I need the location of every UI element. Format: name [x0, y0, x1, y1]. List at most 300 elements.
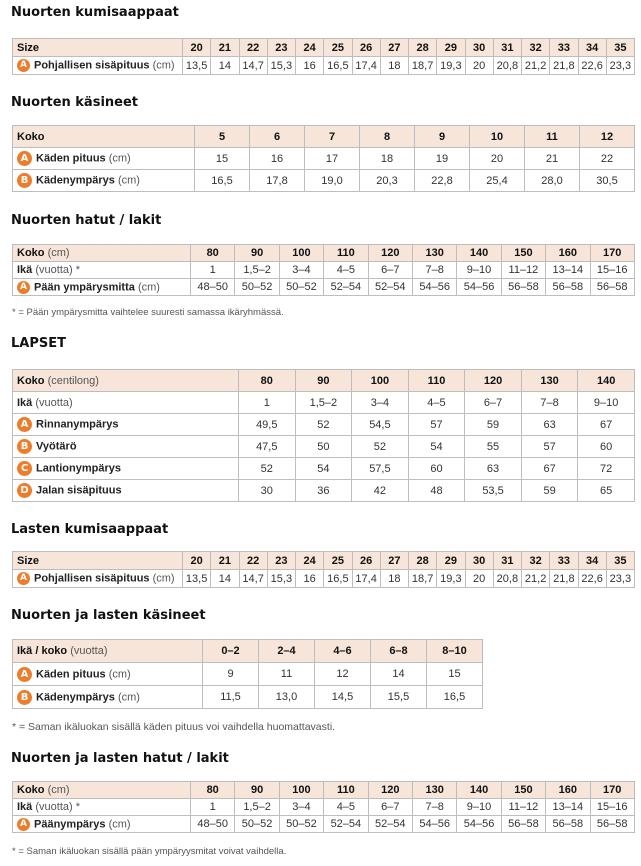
value-cell: 48–50: [191, 816, 235, 833]
measure-row: [13, 436, 635, 458]
header-unit: (centilong): [47, 374, 99, 387]
header-label: Koko: [17, 374, 45, 387]
header-label: Koko: [17, 784, 45, 796]
measure-row: [13, 480, 635, 502]
size-header-cell: 22: [239, 552, 267, 570]
size-header-cell: 8: [360, 126, 415, 148]
measure-label: Kädenympärys: [36, 690, 115, 703]
size-table: [12, 125, 635, 192]
measure-row: [13, 570, 635, 588]
size-header-cell: 24: [296, 552, 324, 570]
measure-row: [13, 686, 483, 709]
value-cell: 56–58: [546, 816, 590, 833]
header-label: Koko: [17, 130, 45, 143]
value-cell: 13,5: [183, 570, 211, 588]
value-cell: 16,5: [324, 570, 352, 588]
size-header-cell: 5: [195, 126, 250, 148]
size-header-cell: 110: [324, 782, 368, 799]
size-header-cell: 170: [590, 245, 634, 262]
age-row: [13, 262, 635, 279]
age-value-cell: 9–10: [578, 392, 635, 414]
size-header-cell: 9: [415, 126, 470, 148]
header-label-cell: [13, 126, 195, 148]
section-title: Lasten kumisaappaat: [11, 522, 169, 537]
size-table: [12, 244, 635, 296]
age-value-cell: 1: [191, 262, 235, 279]
age-value-cell: 6–7: [368, 262, 412, 279]
footnote: * = Saman ikäluokan sisällä käden pituus voi vaihdella huomattavasti.: [12, 721, 336, 733]
value-cell: 17: [305, 148, 360, 170]
section-title: Nuorten ja lasten käsineet: [11, 608, 206, 623]
value-cell: 72: [578, 458, 635, 480]
size-header-cell: 120: [368, 782, 412, 799]
size-header-cell: 100: [352, 370, 409, 392]
value-cell: 16,5: [324, 57, 352, 75]
age-value-cell: 4–5: [408, 392, 465, 414]
size-table: [12, 781, 635, 833]
measure-label-cell: [13, 436, 239, 458]
age-value-cell: 1,5–2: [295, 392, 352, 414]
size-header-cell: 90: [235, 782, 279, 799]
value-cell: 16: [250, 148, 305, 170]
value-cell: 20,3: [360, 170, 415, 192]
value-cell: 55: [465, 436, 522, 458]
value-cell: 21,8: [550, 570, 578, 588]
age-label: Ikä: [17, 396, 33, 409]
value-cell: 15: [195, 148, 250, 170]
value-cell: 60: [408, 458, 465, 480]
size-header-cell: 110: [408, 370, 465, 392]
measure-label: Päänympärys: [34, 817, 106, 830]
value-cell: 57: [521, 436, 578, 458]
badge-d-icon: D: [17, 483, 32, 498]
value-cell: 19,3: [437, 57, 465, 75]
measure-unit: (cm): [108, 667, 131, 680]
size-header-cell: 120: [465, 370, 522, 392]
measure-label: Käden pituus: [36, 667, 106, 680]
value-cell: 21,8: [550, 57, 578, 75]
value-cell: 56–58: [590, 816, 634, 833]
value-cell: 22,6: [578, 57, 606, 75]
value-cell: 22: [580, 148, 635, 170]
value-cell: 52–54: [324, 279, 368, 296]
measure-label: Vyötärö: [36, 440, 77, 453]
age-value-cell: 11–12: [501, 262, 545, 279]
size-header-cell: 2–4: [259, 640, 315, 663]
value-cell: 11: [259, 663, 315, 686]
size-header-cell: 10: [470, 126, 525, 148]
measure-label: Jalan sisäpituus: [36, 484, 122, 497]
size-header-cell: 12: [580, 126, 635, 148]
size-header-cell: 23: [267, 39, 295, 57]
value-cell: 11,5: [203, 686, 259, 709]
value-cell: 49,5: [239, 414, 296, 436]
size-header-cell: 27: [380, 552, 408, 570]
badge-b-icon: B: [17, 439, 32, 454]
age-row: [13, 392, 635, 414]
value-cell: 54–56: [412, 816, 456, 833]
size-table: [12, 639, 483, 709]
size-header-cell: 21: [211, 552, 239, 570]
value-cell: 63: [465, 458, 522, 480]
value-cell: 54–56: [457, 816, 501, 833]
header-row: [13, 370, 635, 392]
value-cell: 65: [578, 480, 635, 502]
measure-label-cell: [13, 686, 203, 709]
header-unit: (cm): [47, 247, 70, 259]
footnote: * = Pään ympärysmitta vaihtelee suuresti samassa ikäryhmässä.: [12, 307, 284, 318]
size-header-cell: 32: [522, 39, 550, 57]
size-header-cell: 20: [183, 39, 211, 57]
size-header-cell: 34: [578, 39, 606, 57]
size-header-cell: 130: [412, 782, 456, 799]
header-unit: (vuotta): [70, 645, 108, 657]
header-row: [13, 39, 635, 57]
value-cell: 54–56: [457, 279, 501, 296]
measure-label-cell: [13, 170, 195, 192]
age-value-cell: 13–14: [546, 262, 590, 279]
value-cell: 57: [408, 414, 465, 436]
value-cell: 18,7: [409, 57, 437, 75]
value-cell: 15,5: [371, 686, 427, 709]
value-cell: 67: [578, 414, 635, 436]
value-cell: 56–58: [546, 279, 590, 296]
value-cell: 16: [296, 57, 324, 75]
size-header-cell: 25: [324, 552, 352, 570]
value-cell: 52: [239, 458, 296, 480]
value-cell: 18: [380, 57, 408, 75]
measure-unit: (cm): [108, 817, 131, 830]
age-label: Ikä: [17, 264, 33, 276]
size-header-cell: 28: [409, 39, 437, 57]
size-header-cell: 24: [296, 39, 324, 57]
value-cell: 13,5: [183, 57, 211, 75]
size-header-cell: 35: [606, 39, 634, 57]
measure-row: [13, 148, 635, 170]
measure-row: [13, 816, 635, 833]
value-cell: 52–54: [368, 279, 412, 296]
value-cell: 30,5: [580, 170, 635, 192]
measure-label-cell: [13, 663, 203, 686]
size-header-cell: 33: [550, 39, 578, 57]
size-table: [12, 38, 635, 75]
value-cell: 47,5: [239, 436, 296, 458]
size-header-cell: 100: [279, 245, 323, 262]
age-unit: (vuotta) *: [35, 264, 80, 276]
value-cell: 25,4: [470, 170, 525, 192]
measure-label: Pohjallisen sisäpituus: [34, 572, 150, 585]
value-cell: 52–54: [368, 816, 412, 833]
size-header-cell: 28: [409, 552, 437, 570]
value-cell: 56–58: [590, 279, 634, 296]
size-header-cell: 130: [521, 370, 578, 392]
measure-unit: (cm): [117, 174, 140, 187]
value-cell: 22,6: [578, 570, 606, 588]
age-value-cell: 7–8: [521, 392, 578, 414]
value-cell: 18,7: [409, 570, 437, 588]
size-header-cell: 100: [279, 782, 323, 799]
value-cell: 20,8: [493, 570, 521, 588]
value-cell: 42: [352, 480, 409, 502]
header-label: Koko: [17, 247, 45, 259]
badge-a-icon: A: [17, 151, 32, 166]
section-title: Nuorten ja lasten hatut / lakit: [11, 751, 229, 766]
section-title: Nuorten hatut / lakit: [11, 213, 162, 228]
value-cell: 59: [521, 480, 578, 502]
header-row: [13, 552, 635, 570]
header-row: [13, 245, 635, 262]
age-row: [13, 799, 635, 816]
value-cell: 50–52: [279, 279, 323, 296]
value-cell: 9: [203, 663, 259, 686]
value-cell: 13,0: [259, 686, 315, 709]
value-cell: 20: [465, 570, 493, 588]
value-cell: 15,3: [267, 570, 295, 588]
age-value-cell: 1: [191, 799, 235, 816]
measure-label: Pohjallisen sisäpituus: [34, 59, 150, 72]
value-cell: 20: [470, 148, 525, 170]
size-header-cell: 80: [191, 782, 235, 799]
value-cell: 20: [465, 57, 493, 75]
value-cell: 54–56: [412, 279, 456, 296]
value-cell: 15,3: [267, 57, 295, 75]
value-cell: 19,3: [437, 570, 465, 588]
header-label-cell: [13, 370, 239, 392]
value-cell: 21,2: [522, 57, 550, 75]
value-cell: 15: [427, 663, 483, 686]
badge-a-icon: A: [17, 59, 30, 72]
size-header-cell: 29: [437, 552, 465, 570]
badge-a-icon: A: [17, 818, 30, 831]
size-header-cell: 33: [550, 552, 578, 570]
value-cell: 19,0: [305, 170, 360, 192]
header-row: [13, 640, 483, 663]
age-unit: (vuotta): [35, 396, 73, 409]
value-cell: 67: [521, 458, 578, 480]
measure-unit: (cm): [117, 690, 140, 703]
size-header-cell: 150: [501, 245, 545, 262]
badge-a-icon: A: [17, 281, 30, 294]
size-header-cell: 6: [250, 126, 305, 148]
value-cell: 53,5: [465, 480, 522, 502]
value-cell: 50–52: [279, 816, 323, 833]
size-header-cell: 130: [412, 245, 456, 262]
size-header-cell: 25: [324, 39, 352, 57]
size-header-cell: 110: [324, 245, 368, 262]
value-cell: 14,7: [239, 570, 267, 588]
size-header-cell: 4–6: [315, 640, 371, 663]
header-label-cell: [13, 245, 191, 262]
measure-row: [13, 458, 635, 480]
age-value-cell: 11–12: [501, 799, 545, 816]
size-header-cell: 32: [522, 552, 550, 570]
size-header-cell: 11: [525, 126, 580, 148]
badge-a-icon: A: [17, 667, 32, 682]
measure-unit: (cm): [152, 59, 175, 72]
value-cell: 52: [295, 414, 352, 436]
measure-label: Lantionympärys: [36, 462, 121, 475]
value-cell: 30: [239, 480, 296, 502]
size-header-cell: 140: [457, 782, 501, 799]
size-header-cell: 140: [578, 370, 635, 392]
badge-b-icon: B: [17, 690, 32, 705]
value-cell: 14: [211, 57, 239, 75]
age-value-cell: 9–10: [457, 799, 501, 816]
measure-row: [13, 663, 483, 686]
age-value-cell: 3–4: [352, 392, 409, 414]
header-label-cell: [13, 39, 183, 57]
size-header-cell: 7: [305, 126, 360, 148]
size-header-cell: 26: [352, 39, 380, 57]
value-cell: 28,0: [525, 170, 580, 192]
age-label: Ikä: [17, 801, 33, 813]
size-header-cell: 22: [239, 39, 267, 57]
age-value-cell: 15–16: [590, 262, 634, 279]
header-label-cell: [13, 782, 191, 799]
size-header-cell: 170: [590, 782, 634, 799]
value-cell: 16,5: [195, 170, 250, 192]
value-cell: 18: [380, 570, 408, 588]
size-header-cell: 23: [267, 552, 295, 570]
size-header-cell: 26: [352, 552, 380, 570]
value-cell: 17,4: [352, 570, 380, 588]
header-label-cell: [13, 640, 203, 663]
size-header-cell: 20: [183, 552, 211, 570]
age-value-cell: 3–4: [279, 262, 323, 279]
measure-label-cell: [13, 279, 191, 296]
badge-b-icon: B: [17, 173, 32, 188]
measure-label-cell: [13, 458, 239, 480]
value-cell: 16,5: [427, 686, 483, 709]
size-header-cell: 29: [437, 39, 465, 57]
value-cell: 20,8: [493, 57, 521, 75]
measure-label-cell: [13, 414, 239, 436]
badge-c-icon: C: [17, 461, 32, 476]
age-value-cell: 9–10: [457, 262, 501, 279]
measure-row: [13, 414, 635, 436]
value-cell: 16: [296, 570, 324, 588]
value-cell: 14: [371, 663, 427, 686]
value-cell: 50–52: [235, 279, 279, 296]
header-row: [13, 126, 635, 148]
measure-unit: (cm): [137, 280, 160, 293]
header-unit: (cm): [47, 784, 70, 796]
age-value-cell: 15–16: [590, 799, 634, 816]
size-header-cell: 30: [465, 39, 493, 57]
age-value-cell: 4–5: [324, 262, 368, 279]
header-label-cell: [13, 552, 183, 570]
size-header-cell: 27: [380, 39, 408, 57]
size-header-cell: 30: [465, 552, 493, 570]
section-title: Nuorten kumisaappaat: [11, 5, 179, 20]
value-cell: 54: [295, 458, 352, 480]
value-cell: 17,8: [250, 170, 305, 192]
size-header-cell: 150: [501, 782, 545, 799]
age-value-cell: 1: [239, 392, 296, 414]
value-cell: 60: [578, 436, 635, 458]
age-value-cell: 13–14: [546, 799, 590, 816]
value-cell: 52: [352, 436, 409, 458]
size-header-cell: 35: [606, 552, 634, 570]
size-header-cell: 160: [546, 245, 590, 262]
size-header-cell: 80: [191, 245, 235, 262]
age-label-cell: [13, 262, 191, 279]
size-header-cell: 160: [546, 782, 590, 799]
value-cell: 17,4: [352, 57, 380, 75]
measure-label: Kädenympärys: [36, 174, 115, 187]
size-header-cell: 140: [457, 245, 501, 262]
value-cell: 14,7: [239, 57, 267, 75]
value-cell: 52–54: [324, 816, 368, 833]
size-header-cell: 8–10: [427, 640, 483, 663]
size-header-cell: 6–8: [371, 640, 427, 663]
value-cell: 22,8: [415, 170, 470, 192]
section-title: LAPSET: [11, 336, 66, 351]
section-title: Nuorten käsineet: [11, 95, 139, 110]
age-value-cell: 6–7: [465, 392, 522, 414]
size-header-cell: 90: [295, 370, 352, 392]
size-table: [12, 369, 635, 502]
measure-label: Pään ympärysmitta: [34, 280, 135, 293]
age-value-cell: 7–8: [412, 262, 456, 279]
age-label-cell: [13, 392, 239, 414]
header-label: Ikä / koko: [17, 645, 68, 657]
header-label: Size: [17, 554, 40, 567]
size-header-cell: 90: [235, 245, 279, 262]
age-value-cell: 3–4: [279, 799, 323, 816]
badge-a-icon: A: [17, 417, 32, 432]
measure-label: Rinnanympärys: [36, 418, 119, 431]
value-cell: 63: [521, 414, 578, 436]
value-cell: 54,5: [352, 414, 409, 436]
measure-label-cell: [13, 57, 183, 75]
size-header-cell: 0–2: [203, 640, 259, 663]
value-cell: 21,2: [522, 570, 550, 588]
value-cell: 19: [415, 148, 470, 170]
value-cell: 14: [211, 570, 239, 588]
age-value-cell: 1,5–2: [235, 799, 279, 816]
header-label: Size: [17, 41, 40, 54]
measure-row: [13, 57, 635, 75]
age-unit: (vuotta) *: [35, 801, 80, 813]
measure-label-cell: [13, 480, 239, 502]
size-header-cell: 80: [239, 370, 296, 392]
value-cell: 18: [360, 148, 415, 170]
size-header-cell: 120: [368, 245, 412, 262]
measure-label: Käden pituus: [36, 152, 106, 165]
value-cell: 48: [408, 480, 465, 502]
size-table: [12, 551, 635, 588]
age-label-cell: [13, 799, 191, 816]
age-value-cell: 1,5–2: [235, 262, 279, 279]
size-header-cell: 21: [211, 39, 239, 57]
age-value-cell: 7–8: [412, 799, 456, 816]
value-cell: 50–52: [235, 816, 279, 833]
value-cell: 50: [295, 436, 352, 458]
value-cell: 23,3: [606, 570, 634, 588]
value-cell: 54: [408, 436, 465, 458]
value-cell: 59: [465, 414, 522, 436]
age-value-cell: 4–5: [324, 799, 368, 816]
value-cell: 36: [295, 480, 352, 502]
value-cell: 14,5: [315, 686, 371, 709]
measure-label-cell: [13, 148, 195, 170]
value-cell: 48–50: [191, 279, 235, 296]
footnote: * = Saman ikäluokan sisällä pään ympäryysmitat voivat vaihdella.: [12, 846, 287, 857]
measure-unit: (cm): [108, 152, 131, 165]
badge-a-icon: A: [17, 572, 30, 585]
measure-label-cell: [13, 570, 183, 588]
